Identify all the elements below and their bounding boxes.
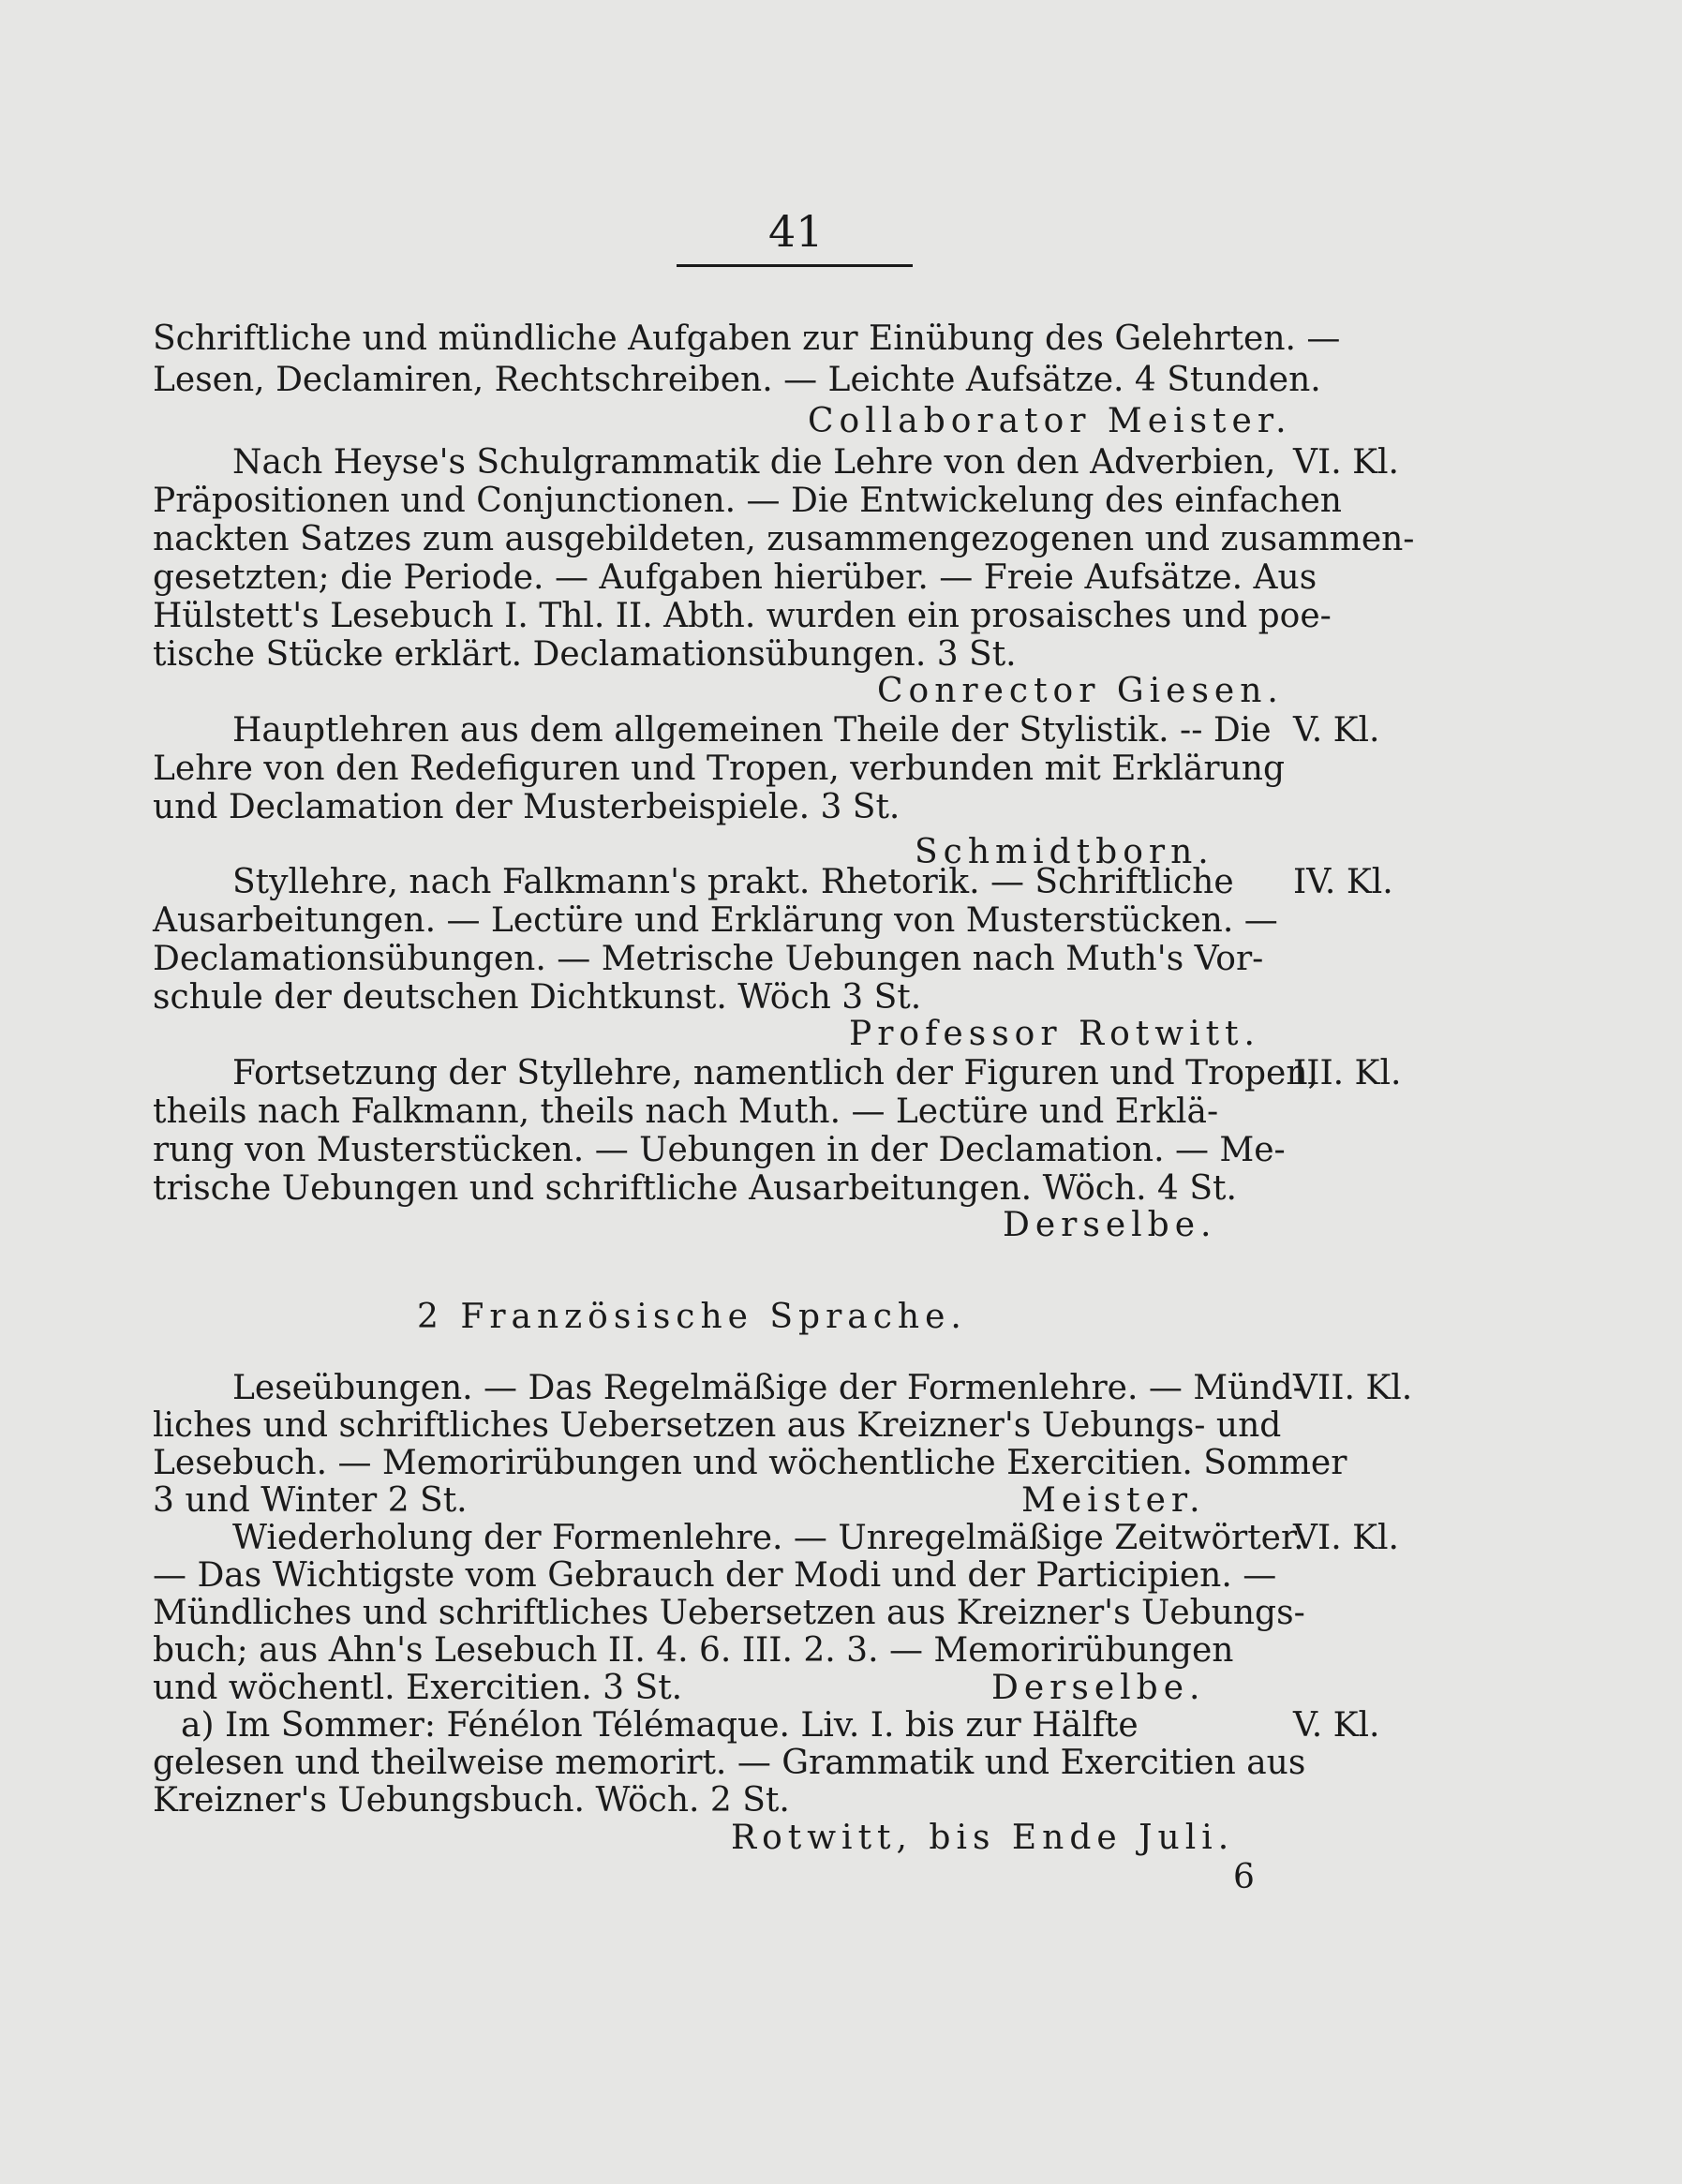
text-line: Ausarbeitungen. — Lectüre und Erklärung von Musterstücken. — (153, 901, 1278, 940)
teacher-name: Rotwitt, bis Ende Juli. (731, 1819, 1235, 1857)
text-line: gelesen und theilweise memorirt. — Grammatik und Exercitien aus (153, 1744, 1306, 1782)
text-line: Styllehre, nach Falkmann's prakt. Rhetorik. — Schriftliche (232, 863, 1234, 901)
text-line: Hauptlehren aus dem allgemeinen Theile der Stylistik. -- Die (232, 711, 1272, 750)
text-line: Lesen, Declamiren, Rechtschreiben. — Leichte Aufsätze. 4 Stunden. (153, 361, 1321, 399)
text-line: und Declamation der Musterbeispiele. 3 St. (153, 788, 901, 826)
class-label: VII. Kl. (1293, 1369, 1413, 1407)
page-number: 41 (768, 206, 824, 257)
text-line: tische Stücke erklärt. Declamationsübungen. 3 St. (153, 635, 1017, 674)
teacher-name: Derselbe. (991, 1669, 1206, 1707)
text-line: Lesebuch. — Memorirübungen und wöchentliche Exercitien. Sommer (153, 1444, 1347, 1482)
text-line: — Das Wichtigste vom Gebrauch der Modi und der Participien. — (153, 1556, 1277, 1595)
teacher-name: Meister. (1021, 1481, 1206, 1520)
text-line: Wiederholung der Formenlehre. — Unregelmäßige Zeitwörter. (232, 1519, 1304, 1557)
text-line: theils nach Falkmann, theils nach Muth. — Lectüre und Erklä- (153, 1092, 1219, 1131)
signature-mark: 6 (1233, 1858, 1255, 1896)
class-label: VI. Kl. (1293, 443, 1399, 482)
text-line: Mündliches und schriftliches Uebersetzen aus Kreizner's Uebungs- (153, 1594, 1305, 1632)
text-line: a) Im Sommer: Fénélon Télémaque. Liv. I. bis zur Hälfte (181, 1706, 1139, 1745)
class-label: III. Kl. (1293, 1054, 1402, 1092)
teacher-name: Schmidtborn. (915, 833, 1214, 871)
section-heading: 2 Französische Sprache. (417, 1298, 967, 1336)
text-line: gesetzten; die Periode. — Aufgaben hierüber. — Freie Aufsätze. Aus (153, 558, 1317, 597)
teacher-name: Conrector Giesen. (877, 672, 1284, 710)
text-line: Leseübungen. — Das Regelmäßige der Formenlehre. — Münd- (232, 1369, 1304, 1407)
text-line: nackten Satzes zum ausgebildeten, zusammengezogenen und zusammen- (153, 520, 1415, 558)
class-label: V. Kl. (1293, 711, 1380, 750)
class-label: V. Kl. (1293, 1706, 1380, 1745)
text-line: 3 und Winter 2 St. (153, 1481, 468, 1520)
text-line: Hülstett's Lesebuch I. Thl. II. Abth. wurden ein prosaisches und poe- (153, 597, 1332, 635)
text-line: buch; aus Ahn's Lesebuch II. 4. 6. III. 2. 3. — Memorirübungen (153, 1631, 1234, 1670)
text-line: Schriftliche und mündliche Aufgaben zur Einübung des Gelehrten. — (153, 319, 1341, 358)
text-line: Präpositionen und Conjunctionen. — Die Entwickelung des einfachen (153, 482, 1342, 520)
header-rule (677, 264, 913, 267)
text-line: Nach Heyse's Schulgrammatik die Lehre von den Adverbien, (232, 443, 1276, 482)
text-line: Kreizner's Uebungsbuch. Wöch. 2 St. (153, 1781, 790, 1820)
class-label: VI. Kl. (1293, 1519, 1399, 1557)
teacher-name: Derselbe. (1003, 1206, 1217, 1244)
teacher-name: Collaborator Meister. (808, 402, 1292, 440)
text-line: rung von Musterstücken. — Uebungen in der Declamation. — Me- (153, 1131, 1286, 1169)
class-label: IV. Kl. (1293, 863, 1393, 901)
text-line: trische Uebungen und schriftliche Ausarbeitungen. Wöch. 4 St. (153, 1169, 1237, 1208)
text-line: Declamationsübungen. — Metrische Uebungen nach Muth's Vor- (153, 940, 1264, 978)
text-line: Fortsetzung der Styllehre, namentlich der Figuren und Tropen, (232, 1054, 1318, 1092)
text-line: und wöchentl. Exercitien. 3 St. (153, 1669, 683, 1707)
text-line: Lehre von den Redefiguren und Tropen, verbunden mit Erklärung (153, 750, 1286, 788)
text-line: schule der deutschen Dichtkunst. Wöch 3 St. (153, 978, 922, 1017)
teacher-name: Professor Rotwitt. (849, 1015, 1260, 1053)
text-line: liches und schriftliches Uebersetzen aus Kreizner's Uebungs- und (153, 1406, 1282, 1445)
